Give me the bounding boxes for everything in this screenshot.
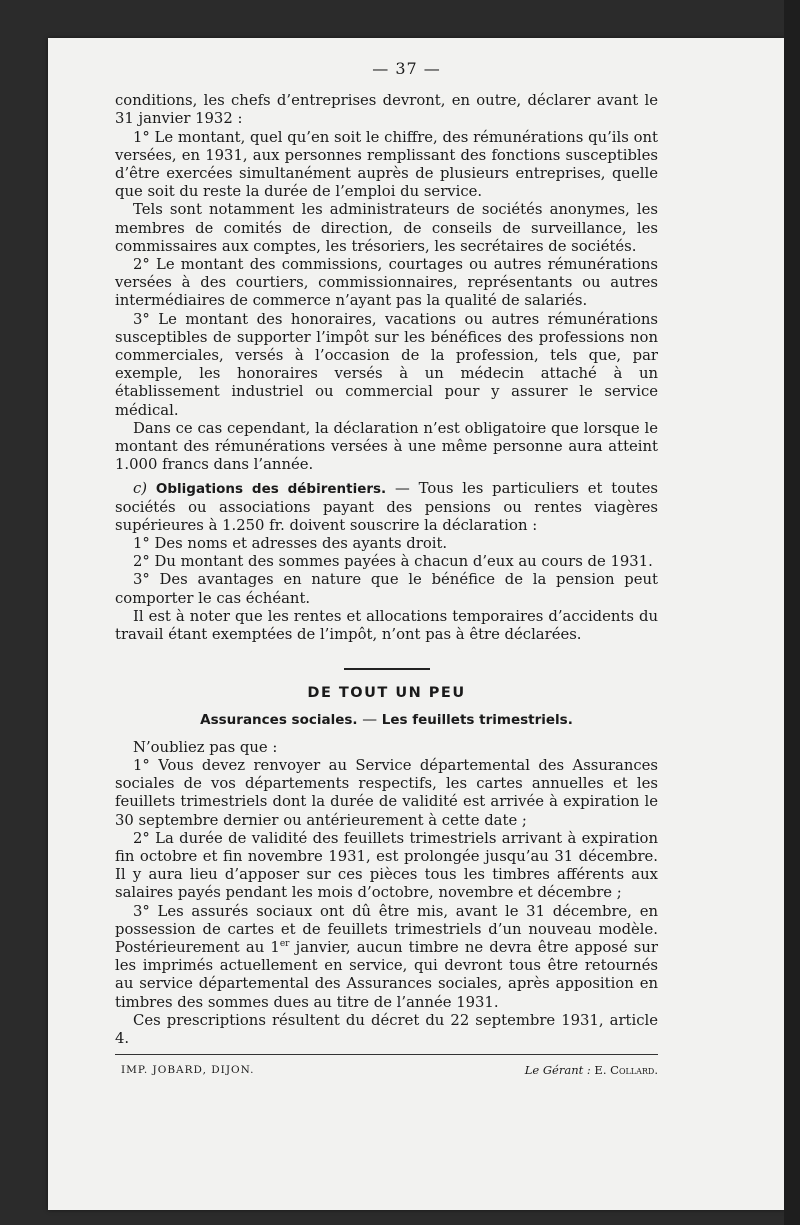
footer-rule [115,1054,658,1055]
section-title: DE TOUT UN PEU [307,685,466,702]
gerant-credit [525,1061,658,1079]
subsection-dash: — [357,710,382,728]
para3-after: janvier, aucun timbre ne devra être apposé sur les imprimés actuellement en service, qui devront tous être retournés au service départemental des Assurances sociales, après apposition en timbres des sommes dues au titre de l’année 1931. [115,938,659,1011]
page-content [115,60,658,1079]
subsection-part2: Les feuillets trimestriels. [381,711,573,728]
section-divider [344,668,430,670]
last-paragraph: Ces prescriptions résultent du décret du 22 septembre 1931, article 4. [115,1011,658,1047]
paragraph: 1° Vous devez renvoyer au Service départemental des Assurances sociales de vos départements respectifs, les cartes annuelles et les feuillets trimestriels dont la durée de validité est arrivée à expiration le 30 septembre dernier ou antérieurement à cette date ; [115,756,658,829]
obligations-text: — Tous les particuliers et toutes sociétés ou associations payant des pensions ou rentes viagères supérieures à 1.250 fr. doivent souscrire la déclaration : [115,480,658,534]
obligations-paragraph [115,480,658,535]
paragraph: 2° La durée de validité des feuillets trimestriels arrivant à expiration fin octobre et fin novembre 1931, est prolongée jusqu’au 31 décembre. Il y aura lieu d’apposer sur ces pièces tous les timbres afférents aux salaires payés pendant les mois d’octobre, novembre et décembre ; [115,829,658,902]
paragraph: 1° Des noms et adresses des ayants droit. [133,535,448,553]
paragraph: Dans ce cas cependant, la déclaration n’est obligatoire que lorsque le montant des rémunérations versées à une même personne aura atteint 1.000 francs dans l’année. [115,419,658,474]
gerant-initial: E. [594,1063,607,1078]
paragraph: Il est à noter que les rentes et allocations temporaires d’accidents du travail étant exemptées de l’impôt, n’ont pas à être déclarées. [115,607,658,644]
subsection-title [115,711,658,729]
page-number: — 37 — [372,59,441,78]
paragraph: 1° Le montant, quel qu’en soit le chiffre, des rémunérations qu’ils ont versées, en 1931, aux personnes remplissant des fonctions susceptibles d’être exercées simultanément auprès de plusieurs entreprises, quelle que soit du reste la durée de l’emploi du service. [115,128,658,201]
paragraph: N’oubliez pas que : [133,738,278,756]
subsection-part1: Assurances sociales. [200,711,358,728]
paragraph: conditions, les chefs d’entreprises devront, en outre, déclarer avant le 31 janvier 1932 : [115,92,658,128]
paragraph: 2° Du montant des sommes payées à chacun d’eux au cours de 1931. [133,553,653,571]
bottom-paragraphs [115,739,658,903]
gerant-label: Le Gérant : [524,1063,591,1078]
paragraph: 3° Le montant des honoraires, vacations ou autres rémunérations susceptibles de supporter l’impôt sur les bénéfices des professions non commerciales, versés à l’occasion de la profession, tels que, par exemple, les honoraires versés à un médecin attaché à un établissement industriel ou commercial pour y assurer le service médical. [115,310,658,419]
paragraph: Tels sont notamment les administrateurs de sociétés anonymes, les membres de comités de direction, de conseils de surveillance, les commissaires aux comptes, les trésoriers, les secrétaires de sociétés. [115,201,658,255]
printer-credit: IMP. JOBARD, DIJON. [121,1064,255,1077]
paragraph-3 [115,903,658,1012]
obligations-heading: Obligations des débirentiers. [155,481,387,498]
scan-edge [784,0,800,1225]
paragraph: 2° Le montant des commissions, courtages ou autres rémunérations versées à des courtiers, commissionnaires, représentants ou autres intermédiaires de commerce n’ayant pas la qualité de salariés. [115,256,658,310]
paragraph: 3° Des avantages en nature que le bénéfice de la pension peut comporter le cas échéant. [115,571,658,607]
gerant-name: Collard. [610,1063,658,1078]
top-paragraphs [115,92,658,474]
footer [115,1061,658,1079]
obligations-letter: c) [133,480,148,498]
para3-before: 3° Les assurés sociaux ont dû être mis, avant le 31 décembre, en possession de cartes et de feuillets trimestriels d’un nouveau modèle. Postérieurement au 1 [115,902,658,956]
para3-sup: er [279,939,290,950]
mid-paragraphs [115,535,658,644]
